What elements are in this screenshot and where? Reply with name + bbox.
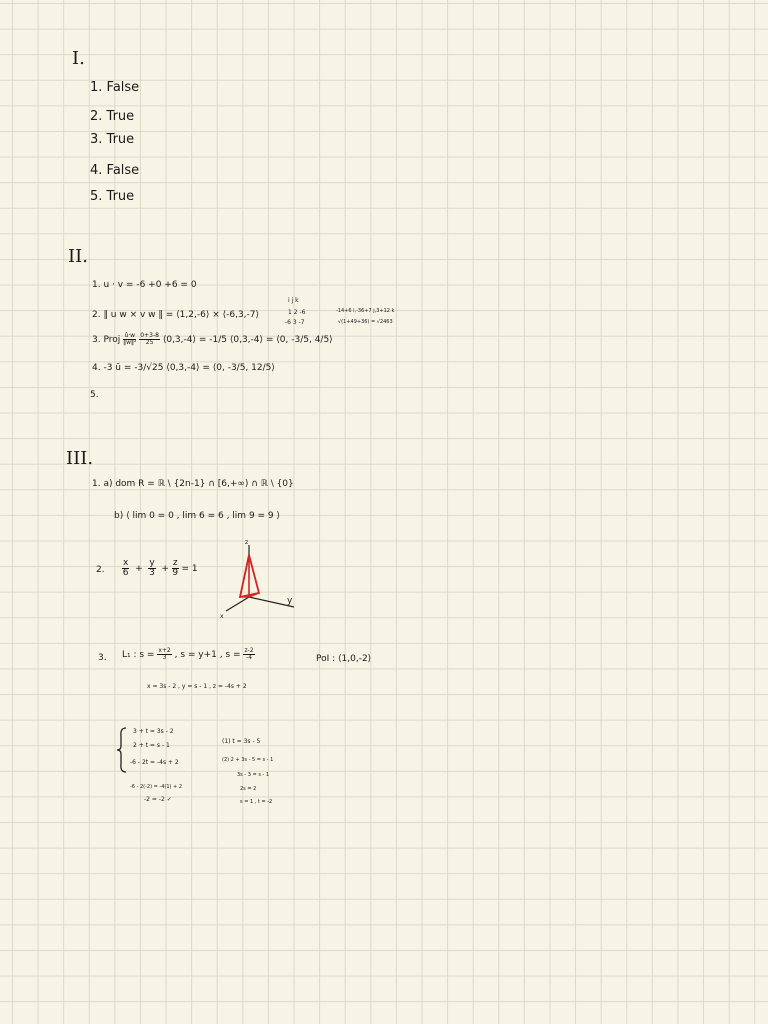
s2-line-4: 4. -3 ū = -3/√25 ⟨0,3,-4⟩ = ⟨0, -3/5, 12/5⟩ (92, 363, 275, 373)
answer-4-text: False (106, 163, 140, 178)
plane-frac-x (122, 559, 129, 578)
plane-equation (122, 559, 198, 578)
line-frac-z-num: z-2 (244, 647, 254, 654)
proj-frac-1-den: ‖w‖² (123, 339, 137, 346)
line-frac-z (243, 648, 254, 661)
answer-1 (90, 81, 139, 94)
solve-step-2: (2) 2 + 3s - 5 = s - 1 (222, 757, 274, 763)
answer-5 (90, 190, 134, 203)
answer-2-number: 2. (90, 109, 103, 124)
plane-axes-sketch (212, 535, 312, 625)
solve-step-5: s = 1 , t = -2 (240, 799, 273, 805)
cross-result: -14+6 i,-36+7 j,3+12 k (336, 308, 395, 314)
section-2-numeral: II. (68, 246, 88, 267)
answer-5-text: True (106, 189, 135, 204)
plane-plus-2: + (158, 564, 169, 574)
plane-plus-1: + (132, 564, 146, 574)
answer-4-number: 4. (90, 163, 103, 178)
plane-frac-z-num: z (172, 558, 178, 568)
line-mid: , s = y+1 , s = (174, 650, 241, 660)
answer-2-text: True (106, 109, 135, 124)
plane-equals-one: = 1 (181, 564, 198, 574)
s2-line-1: 1. u · v = -6 +0 +6 = 0 (92, 280, 197, 290)
solve-step-1: (1) t = 3s - 5 (222, 738, 261, 745)
s3-q1b: b) ⟨ lim 0 = 0 , lim 6 = 6 , lim 9 = 9 ⟩ (114, 511, 281, 521)
plane-frac-y-den: 3 (149, 568, 155, 578)
s3-q3-number: 3. (98, 653, 107, 663)
proj-frac-1 (123, 333, 136, 346)
solve-step-4: 2s = 2 (240, 786, 257, 792)
plane-frac-y (148, 559, 155, 578)
answer-1-number: 1. (90, 80, 103, 95)
proj-label: 3. Proj (92, 335, 121, 345)
system-brace (115, 726, 129, 774)
axis-label-y: y (287, 596, 293, 606)
answer-5-number: 5. (90, 189, 103, 204)
line-frac-z-den: -4 (246, 654, 253, 661)
s2-line-2: 2. ‖ u w × v w ‖ = ⟨1,2,-6⟩ × ⟨-6,3,-7⟩ (92, 310, 260, 320)
line-l1-equation (122, 648, 255, 661)
system-eq-2: 2 + t = s - 1 (133, 742, 170, 749)
answer-1-text: False (106, 80, 140, 95)
check-step-2: -2 = -2 ✓ (144, 796, 172, 803)
axis-label-z: z (245, 539, 249, 546)
section-1-numeral: I. (72, 48, 85, 69)
answer-2 (90, 110, 134, 123)
plane-frac-z (172, 559, 179, 578)
answer-3-text: True (106, 132, 135, 147)
answer-3 (90, 133, 134, 146)
line-frac-x-den: 3 (162, 654, 167, 661)
check-step-1: -6 - 2(-2) = -4(1) + 2 (130, 784, 183, 790)
proj-frac-2-num: 0+3-8 (140, 332, 159, 339)
axis-label-x: x (220, 613, 224, 620)
line-frac-x-num: x+2 (158, 647, 171, 654)
proj-frac-2-den: 25 (145, 339, 154, 346)
line-frac-x (157, 648, 171, 661)
plane-frac-x-num: x (123, 558, 129, 568)
answer-4 (90, 164, 139, 177)
x-axis (226, 597, 249, 611)
system-eq-1: 3 + t = 3s - 2 (133, 728, 174, 735)
proj-frac-2 (139, 333, 160, 346)
cross-header: i j k (288, 297, 299, 304)
proj-frac-1-num: û·w (124, 332, 136, 339)
parametric-equations: x = 3s - 2 , y = s - 1 , z = -4s + 2 (147, 683, 247, 690)
answer-3-number: 3. (90, 132, 103, 147)
cross-row-1: 1 2 -6 (288, 309, 306, 316)
s2-line-5: 5. (90, 390, 99, 400)
proj-rest: ⟨0,3,-4⟩ = -1/5 ⟨0,3,-4⟩ = ⟨0, -3/5, 4/5⟩ (162, 335, 333, 345)
cross-norm: √(1+49+36) = √2463 (338, 319, 393, 325)
plane-frac-z-den: 9 (172, 568, 179, 578)
plane-frac-x-den: 6 (122, 568, 129, 578)
line-l1-label: L₁ : s = (122, 650, 155, 660)
s3-q1a: 1. a) dom R = ℝ \ {2n-1} ∩ [6,+∞) ∩ ℝ \ {0} (92, 479, 294, 489)
section-3-numeral: III. (66, 448, 94, 469)
solve-step-3: 3s - 3 = s - 1 (237, 772, 270, 778)
cross-row-2: -6 3 -7 (285, 319, 305, 326)
point-of-intersection: PoI : ⟨1,0,-2⟩ (316, 654, 372, 664)
system-eq-3: -6 - 2t = -4s + 2 (130, 759, 179, 766)
s3-q2-number: 2. (96, 565, 105, 575)
s2-line-3 (92, 333, 333, 346)
plane-frac-y-num: y (149, 558, 155, 568)
